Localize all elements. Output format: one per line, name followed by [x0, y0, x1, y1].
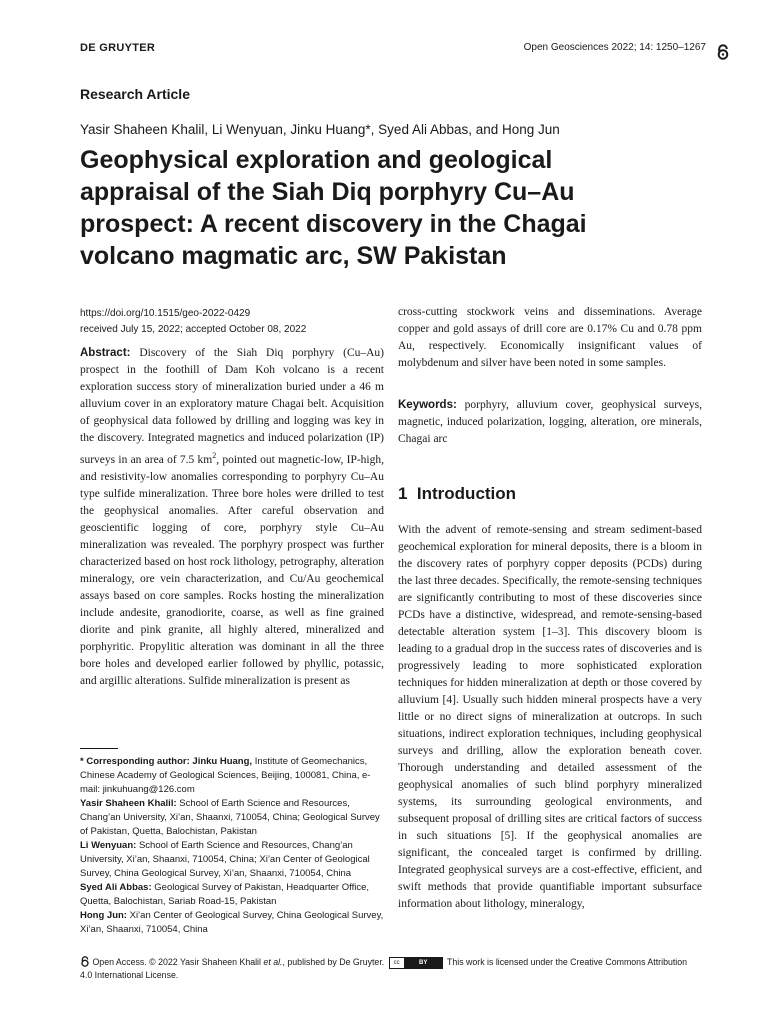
- license-et-al: et al.: [263, 957, 283, 967]
- footnote-text: Xi’an Center of Geological Survey, China Geological Survey, Xi’an, Shaanxi, 710054, China: [80, 910, 384, 935]
- abstract-continuation: cross-cutting stockwork veins and disseminations. Average copper and gold assays of drill core are 0.17% Cu and 0.78 ppm Au, respectively. Economically insignificant values of molybdenum and silver have been noted in some samples.: [398, 306, 702, 369]
- footnote-label: Hong Jun:: [80, 910, 127, 921]
- keywords: [398, 397, 702, 448]
- received-accepted-dates: received July 15, 2022; accepted October 08, 2022: [80, 324, 307, 335]
- footnote-text: School of Earth Science and Resources, Chang’an University, Xi’an, Shaanxi, 710054, China; Xi’an Center of Geological Survey, China Geological Survey, Xi’an, Shaanxi, 710054, China: [80, 840, 370, 879]
- footnote-item: [80, 797, 384, 839]
- journal-citation: Open Geosciences 2022; 14: 1250–1267: [523, 42, 706, 53]
- keywords-text: porphyry, alluvium cover, geophysical surveys, magnetic, induced polarization, logging, alteration, ore minerals, Chagai arc: [398, 399, 702, 445]
- footnote-item: [80, 909, 384, 937]
- license-text: Open Access. © 2022 Yasir Shaheen Khalil: [92, 957, 264, 967]
- footnote-text: Institute of Geomechanics, Chinese Academy of Geological Sciences, Beijing, 100081, China, e-mail: jinkuhuang@126.com: [80, 756, 371, 795]
- footnote-label: Syed Ali Abbas:: [80, 882, 152, 893]
- abstract-label: Abstract:: [80, 347, 131, 359]
- open-access-icon: [80, 956, 90, 967]
- doi-block: [80, 306, 306, 338]
- cc-by-badge[interactable]: [389, 957, 443, 969]
- license-statement: [80, 956, 700, 981]
- article-title: Geophysical exploration and geological appraisal of the Siah Diq porphyry Cu–Au prospect: A recent discovery in the Chagai volcano magmatic arc, SW Pakistan: [80, 146, 587, 270]
- author-list: Yasir Shaheen Khalil, Li Wenyuan, Jinku Huang*, Syed Ali Abbas, and Hong Jun: [80, 122, 560, 137]
- open-access-icon: [716, 44, 730, 60]
- abstract-text-continued: , pointed out magnetic-low, IP-high, and resistivity-low anomalies corresponding to porphyry Cu–Au type sulfide mineralization. Three bore holes were drilled to test the geophysical anomalies. After careful observation and geoscientific logging of core, porphyry style Cu–Au mineralization was revealed. The porphyry prospect was further characterized based on host rock lithology, petrography, alteration mineralogy, ore vein characterization, and Cu/Au geochemical assays based on core samples. Rocks hosting the mineralization include andesite, granodiorite, coarse, as well as fine grained diorite and pink granite, all highly altered, mineralized and porphyritic. Propylitic alteration was dominant in all the three bore holes and developed earlier followed by phyllic, potassic, and argillic alterations. Sulfide mineralization is present as: [80, 453, 385, 687]
- article-type: Research Article: [80, 86, 190, 102]
- footnote-label: * Corresponding author: Jinku Huang,: [80, 756, 253, 767]
- footnote-label: Li Wenyuan:: [80, 840, 137, 851]
- footnotes: [80, 755, 384, 937]
- abstract-superscript: 2: [212, 451, 217, 460]
- abstract-text: Discovery of the Siah Diq porphyry (Cu–Au) prospect in the foothill of Dam Koh volcano is a recent exploration success story of mineralization buried under a 46 m alluvium cover in an exploratory mature Chagai belt. Acquisition of geophysical data followed by drilling and logging was key in the discovery. Integrated magnetics and induced polarization (IP) surveys in an area of 7.5 km: [80, 347, 384, 466]
- footnote-label: Yasir Shaheen Khalil:: [80, 798, 177, 809]
- by-icon: BY: [405, 958, 442, 968]
- footnote-text: Geological Survey of Pakistan, Headquarter Office, Quetta, Balochistan, Sariab Road-15, Pakistan: [80, 882, 370, 907]
- section-heading: 1 Introduction: [398, 484, 517, 503]
- doi-link[interactable]: https://doi.org/10.1515/geo-2022-0429: [80, 308, 251, 319]
- license-terms: This work is licensed under the Creative Commons Attribution 4.0 International License.: [80, 957, 688, 980]
- footnote-item: [80, 881, 384, 909]
- abstract: [80, 345, 384, 690]
- introduction-text: With the advent of remote-sensing and stream sediment-based geochemical exploration for mineral deposits, there is a bloom in the discovery rates of porphyry copper deposits (PCDs) during the last three decades. Specifically, the remote-sensing techniques are significantly contributing to most of these discoveries since PCDs have a distinctive, widespread, and remote-sensing-based detectable alteration system [1–3]. This discovery bloom is leading to a gradual drop in the success rates of discoveries and is progressively leading to more sophisticated exploration techniques for hidden mineralization at depth or those covered by alluvium [4]. Usually such hidden mineral prospects have a very little or no direct signs of mineralization at outcrops. In such situations, indirect exploration techniques, including geophysical surveys and drilling, allow the exploration beneath cover. Thorough understanding and detailed assessment of the geophysical anomalies of such blind porphyry mineralized systems, its surrounding geological environments, and subsequent proposal of drilling sites are critical factors of success in such situations [5]. If the geophysical anomalies are significant, the concealed target is confirmed by drilling. Integrated geophysical surveys are a cost-effective, efficient, and swift methods that provide quantifiable important subsurface information about lithology, mineralogy,: [398, 524, 702, 910]
- footnote-divider: [80, 748, 118, 749]
- cc-icon: cc: [390, 958, 405, 968]
- publisher-name: DE GRUYTER: [80, 42, 156, 54]
- footnote-item: [80, 755, 384, 797]
- footnote-text: School of Earth Science and Resources, Chang’an University, Xi’an, Shaanxi, 710054, China; Geological Survey of Pakistan, Quetta, Balochistan, Pakistan: [80, 798, 380, 837]
- keywords-label: Keywords:: [398, 399, 457, 411]
- footnote-item: [80, 839, 384, 881]
- license-publisher: , published by De Gruyter.: [282, 957, 385, 967]
